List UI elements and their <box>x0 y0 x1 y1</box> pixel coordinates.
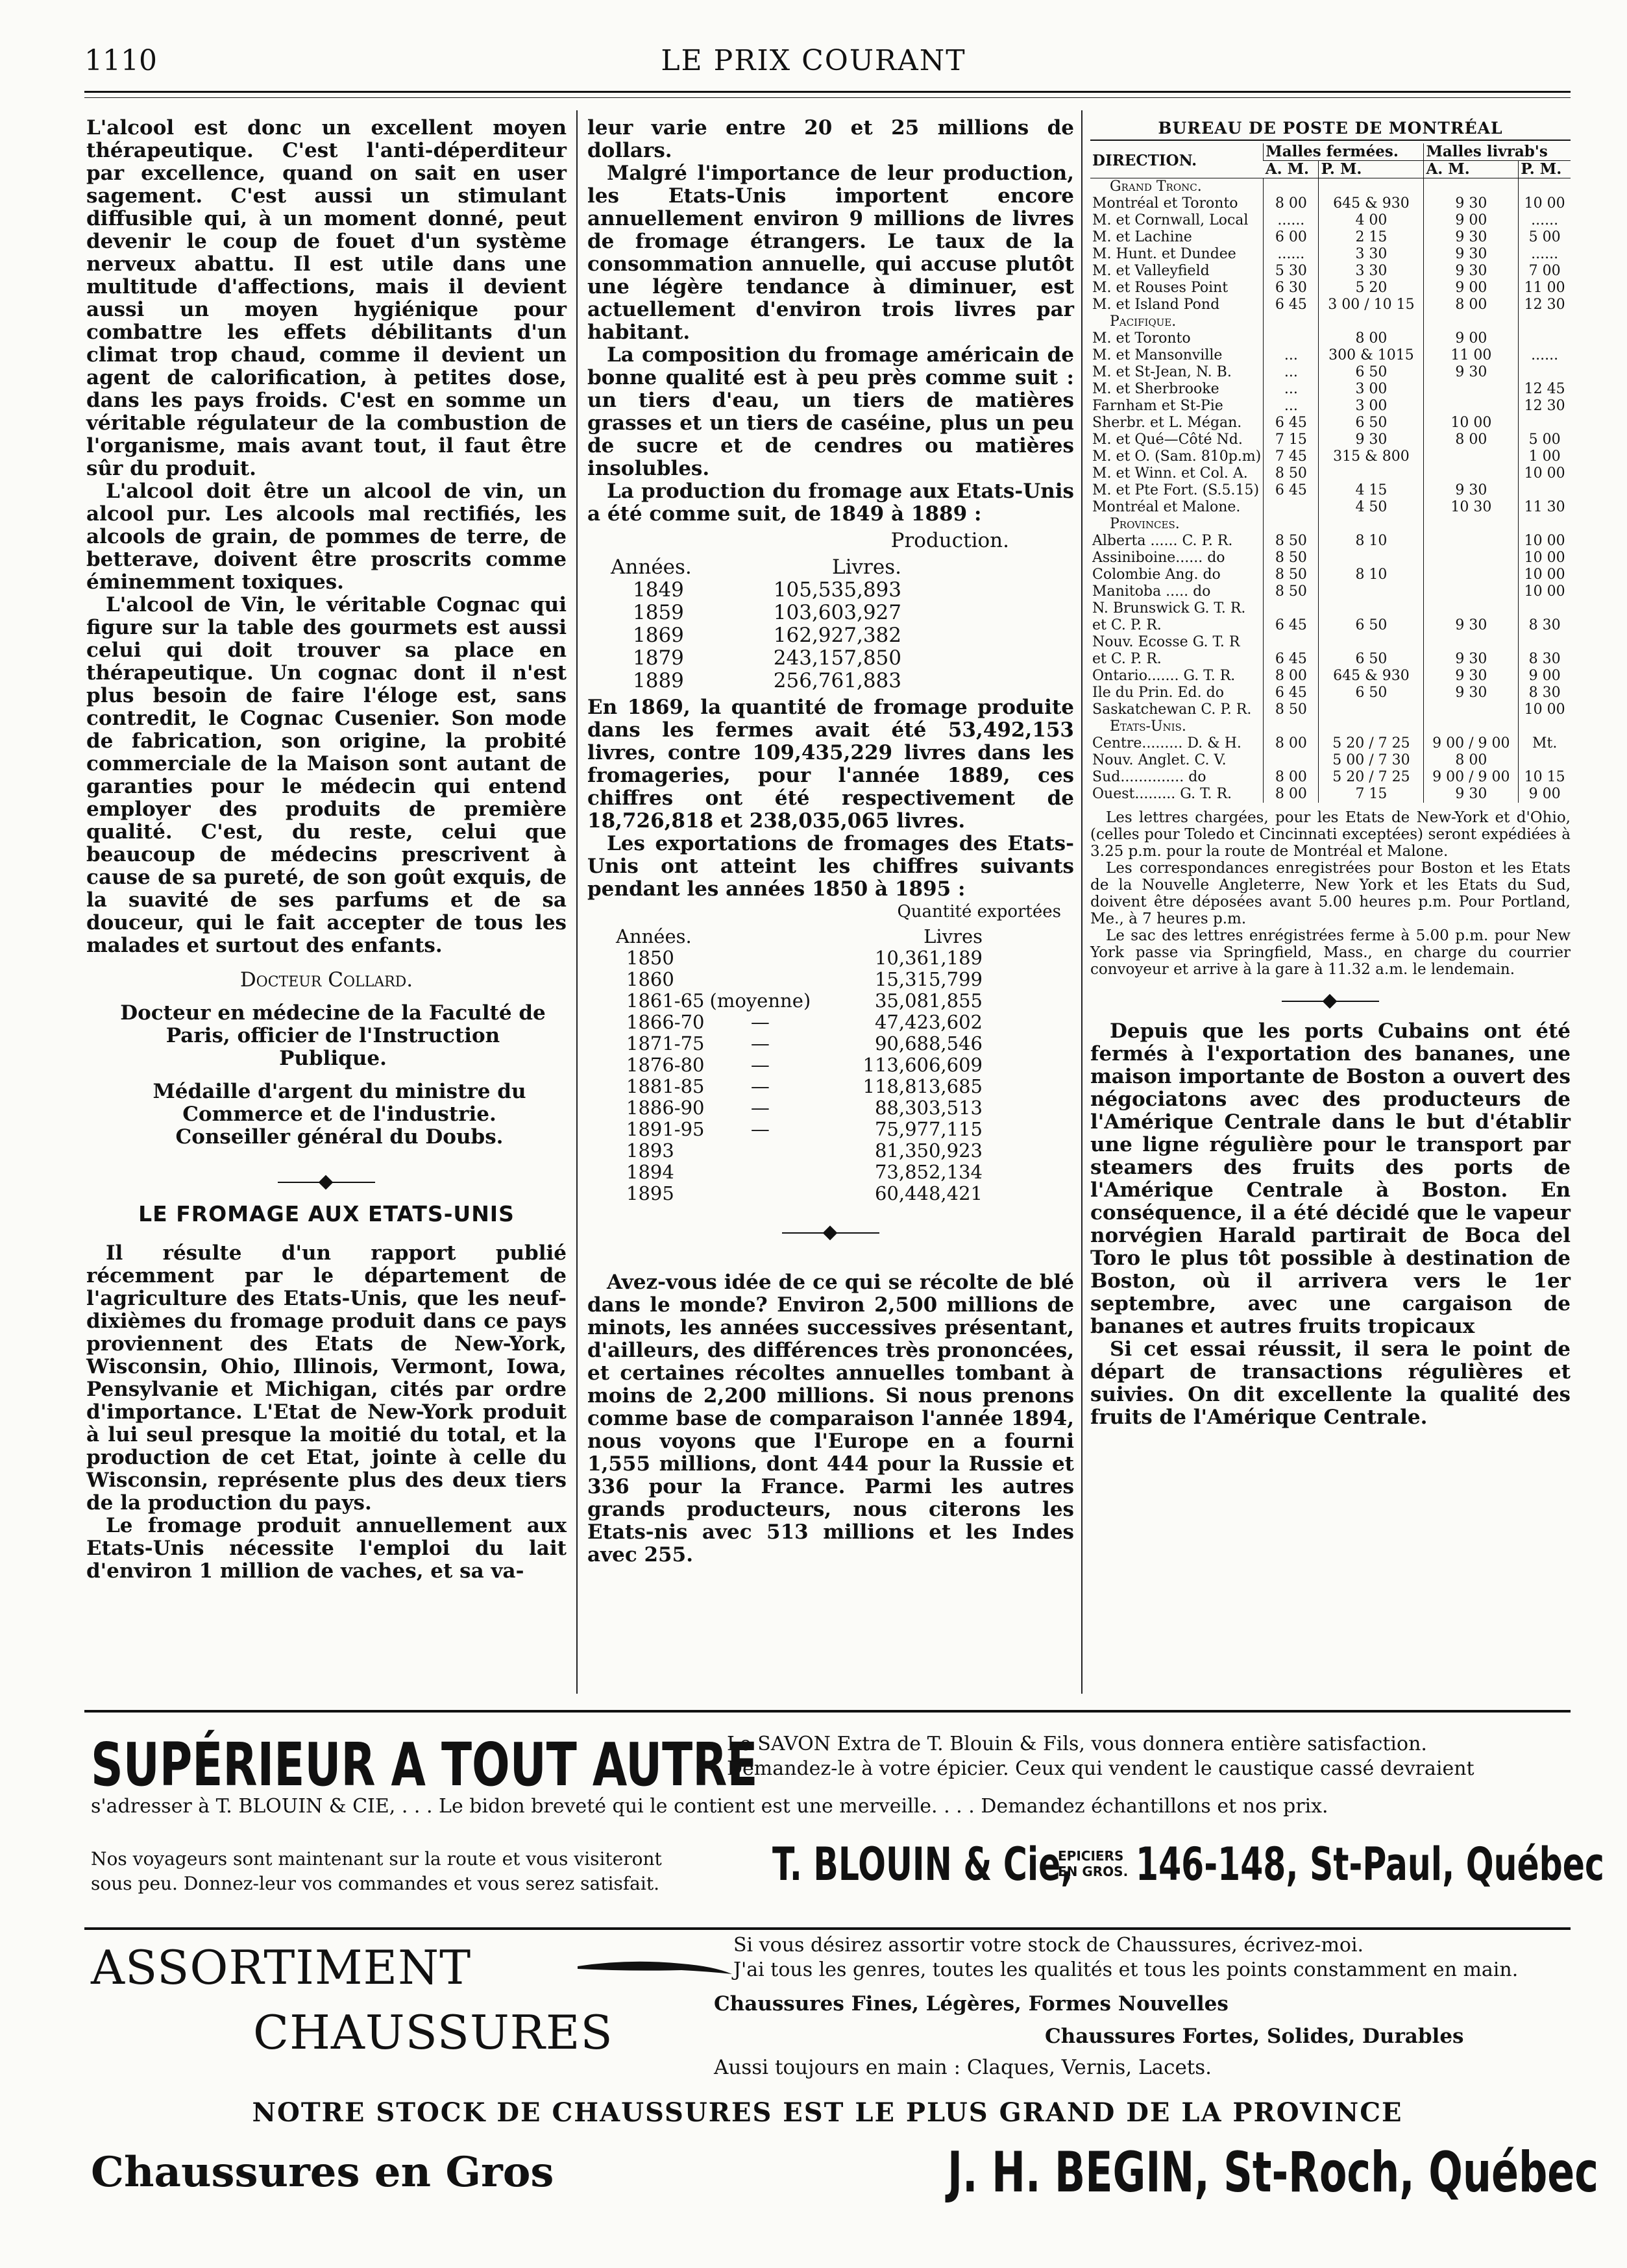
paragraph: En 1869, la quantité de fromage produite dans les fermes avait été 53,492,153 livres, contre 109,435,229 livres dans les fromageries, pour l'année 1889, ces chiffres ont été respectivement de 18,726,818 et 238,035,065 livres. <box>587 696 1074 833</box>
post-office-rows <box>1090 178 1571 803</box>
ad-headline: ASSORTIMENT <box>91 1940 472 1995</box>
table-row: Colombie Ang. do 8 50 8 10 10 00 <box>1090 567 1571 583</box>
ad-line: J'ai tous les genres, toutes les qualités et tous les points constamment en main. <box>733 1958 1519 1981</box>
signature: Docteur Collard. <box>239 968 413 992</box>
ornament-divider <box>86 1165 567 1188</box>
column-header: Malles livrab's <box>1424 143 1571 161</box>
note: Les correspondances enregistrées pour Boston et les Etats de la Nouvelle Angleterre, New York et les Etats du Sud, doivent être déposées avant 5.00 heures p.m. Pour Portland, Me., à 7 heures p.m. <box>1090 860 1571 927</box>
paragraph: Malgré l'importance de leur production, les Etats-Unis importent encore annuellement environ 9 millions de livres de fromage étrangers. Le taux de la consommation annuelle, qui accuse plutôt une légère tendance à diminuer, est actuellement d'environ trois livres par habitant. <box>587 162 1074 344</box>
paragraph: L'alcool doit être un alcool de vin, un alcool pur. Les alcools mal rectifiés, les alcools de grain, de pommes de terre, de betterave, doivent être proscrits comme éminemment toxiques. <box>86 480 567 594</box>
table-row: Ile du Prin. Ed. do 6 45 6 50 9 30 8 30 <box>1090 685 1571 701</box>
table-row: 1869 162,927,382 <box>633 624 901 647</box>
paragraph: Il résulte d'un rapport publié récemment par le département de l'agriculture des Etats-Unis, que les neuf-dixièmes du fromage produit dans ce pays proviennent des Etats de New-York, Wisconsin, Ohio, Illinois, Vermont, Iowa, Pensylvanie et Michigan, cités par ordre d'importance. L'Etat de New-York produit à lui seul presque la moitié du total, et la production de cet Etat, jointe à celle du Wisconsin, représente plus des deux tiers de la production du pays. <box>86 1241 567 1515</box>
table-row: M. et Qué—Côté Nd. 7 15 9 30 8 00 5 00 <box>1090 432 1571 448</box>
table-row: M. et Cornwall, Local ...... 4 00 9 00 ...... <box>1090 212 1571 229</box>
table-row: 1859 103,603,927 <box>633 601 901 624</box>
ad-line: Chaussures Fortes, Solides, Durables <box>1045 2025 1464 2048</box>
column-header: DIRECTION. <box>1090 143 1264 178</box>
article-heading: LE FROMAGE AUX ETATS-UNIS <box>138 1201 515 1226</box>
column-header: Livres <box>924 925 983 947</box>
page-number: 1110 <box>84 44 157 77</box>
table-group-row: Provinces. <box>1090 516 1571 533</box>
production-table <box>607 556 905 692</box>
table-row: M. Hunt. et Dundee ...... 3 30 9 30 ...... <box>1090 246 1571 263</box>
table-row: 1889 256,761,883 <box>633 669 901 692</box>
paragraph: leur varie entre 20 et 25 millions de dollars. <box>587 116 1074 162</box>
table-row: Assiniboine...... do 8 50 10 00 <box>1090 550 1571 567</box>
ornament-divider <box>587 1216 1074 1239</box>
pen-flourish-icon <box>578 1952 733 1984</box>
table-row: M. et O. (Sam. 810p.m) 7 45 315 & 800 1 00 <box>1090 448 1571 465</box>
table-row: N. Brunswick G. T. R. <box>1090 600 1571 617</box>
ad-line: Chaussures Fines, Légères, Formes Nouvelles <box>714 1992 1229 2016</box>
credentials: Conseiller général du Doubs. <box>175 1125 504 1149</box>
table-row: 1849 105,535,893 <box>633 578 901 602</box>
stock-banner: NOTRE STOCK DE CHAUSSURES EST LE PLUS GRAND DE LA PROVINCE <box>252 2097 1403 2128</box>
ad-headline: SUPÉRIEUR A TOUT AUTRE <box>91 1730 758 1799</box>
post-office-title: BUREAU DE POSTE DE MONTRÉAL <box>1090 117 1571 141</box>
table-row: Ouest......... G. T. R. 8 00 7 15 9 30 9 00 <box>1090 786 1571 803</box>
column-header: Années. <box>611 555 692 579</box>
ad-line: s'adresser à T. BLOUIN & CIE, . . . Le bidon breveté qui le contient est une merveille. . . . Demandez échantillons et nos prix. <box>91 1795 1328 1818</box>
table-row: Manitoba ..... do 8 50 10 00 <box>1090 583 1571 600</box>
table-row: 1891-95 — 75,977,115 <box>626 1118 983 1140</box>
post-office-notes <box>1090 809 1571 978</box>
header-rule <box>84 91 1571 93</box>
credentials: Médaille d'argent du ministre du Commerce et de l'industrie. <box>153 1080 526 1126</box>
section-rule <box>84 1710 1571 1713</box>
table-row: M. et St-Jean, N. B. ... 6 50 9 30 <box>1090 364 1571 381</box>
ad-line: Nos voyageurs sont maintenant sur la route et vous visiteront <box>91 1848 662 1870</box>
ad-headline: CHAUSSURES <box>253 2005 613 2060</box>
table-group-row: Etats-Unis. <box>1090 718 1571 735</box>
table-row: Ontario....... G. T. R. 8 00 645 & 930 9 30 9 00 <box>1090 668 1571 685</box>
column-header: A. M. <box>1424 161 1519 178</box>
ad-line: Si vous désirez assortir votre stock de Chaussures, écrivez-moi. <box>733 1934 1364 1957</box>
note: Le sac des lettres enrégistrées ferme à 5.00 p.m. pour New York passe via Springfield, Mass., en charge du courrier convoyeur et arrive à la gare à 11.32 a.m. le lendemain. <box>1090 927 1571 978</box>
credentials: Docteur en médecine de la Faculté de Paris, officier de l'Instruction Publique. <box>120 1001 546 1070</box>
table-row: Centre......... D. & H. 8 00 5 20 / 7 25 9 00 / 9 00 Mt. <box>1090 735 1571 752</box>
table-group-row: Pacifique. <box>1090 313 1571 330</box>
table-row: Montréal et Malone. 4 50 10 30 11 30 <box>1090 499 1571 516</box>
paragraph: Les exportations de fromages des Etats-Unis ont atteint les chiffres suivants pendant les années 1850 à 1895 : <box>587 832 1074 901</box>
exports-table <box>613 926 985 1204</box>
paragraph: Si cet essai réussit, il sera le point de départ de transactions régulières et suivies. On dit excellente la qualité des fruits de l'Amérique Centrale. <box>1090 1337 1571 1429</box>
shoes-advertisement <box>84 1934 1599 2258</box>
paragraph: La production du fromage aux Etats-Unis a été comme suit, de 1849 à 1889 : <box>587 480 1074 526</box>
table-row: M. et Toronto 8 00 9 00 <box>1090 330 1571 347</box>
paragraph: Le fromage produit annuellement aux Etats-Unis nécessite l'emploi du lait d'environ 1 million de vaches, et sa va- <box>86 1514 567 1583</box>
section-rule <box>84 1927 1571 1930</box>
table-row: M. et Pte Fort. (S.5.15) 6 45 4 15 9 30 <box>1090 482 1571 499</box>
soap-advertisement <box>84 1718 1604 1933</box>
column-header: A. M. <box>1264 161 1319 178</box>
paragraph: La composition du fromage américain de bonne qualité est à peu près comme suit : un tiers d'eau, un tiers de matières grasses et un tiers de caséine, plus un peu de sucre et de cendres ou matières insolubles. <box>587 343 1074 480</box>
table-row: Sud.............. do 8 00 5 20 / 7 25 9 00 / 9 00 10 15 <box>1090 769 1571 786</box>
table-row: Alberta ...... C. P. R. 8 50 8 10 10 00 <box>1090 533 1571 550</box>
column-divider <box>1081 110 1083 1694</box>
table-row: Montréal et Toronto 8 00 645 & 930 9 30 10 00 <box>1090 195 1571 212</box>
table-row: et C. P. R. 6 45 6 50 9 30 8 30 <box>1090 651 1571 668</box>
header-rule-thin <box>84 97 1571 98</box>
table-row: M. et Sherbrooke ... 3 00 12 45 <box>1090 381 1571 398</box>
ad-line: Aussi toujours en main : Claques, Vernis, Lacets. <box>714 2056 1212 2079</box>
table-row: Sherbr. et L. Mégan. 6 45 6 50 10 00 <box>1090 415 1571 432</box>
table-row: 1895 60,448,421 <box>626 1182 983 1204</box>
table-row: 1876-80 — 113,606,609 <box>626 1054 983 1076</box>
table-row: M. et Lachine 6 00 2 15 9 30 5 00 <box>1090 229 1571 246</box>
table-row: M. et Valleyfield 5 30 3 30 9 30 7 00 <box>1090 263 1571 280</box>
column-header: Années. <box>616 925 692 947</box>
ad-line: Le SAVON Extra de T. Blouin & Fils, vous donnera entière satisfaction. <box>727 1733 1427 1755</box>
production-label: Production. <box>890 529 1009 552</box>
column-header: P. M. <box>1319 161 1424 178</box>
ad-line: sous peu. Donnez-leur vos commandes et vous serez satisfait. <box>91 1873 659 1894</box>
table-row: M. et Mansonville ... 300 & 1015 11 00 ...... <box>1090 347 1571 364</box>
firm-name: T. BLOUIN & Cie, <box>772 1838 1073 1891</box>
table-row: Nouv. Anglet. C. V. 5 00 / 7 30 8 00 <box>1090 752 1571 769</box>
table-row: M. et Rouses Point 6 30 5 20 9 00 11 00 <box>1090 280 1571 297</box>
table-row: 1886-90 — 88,303,513 <box>626 1097 983 1119</box>
table-row: 1893 81,350,923 <box>626 1140 983 1162</box>
post-office-table <box>1090 143 1571 803</box>
firm-name: J. H. BEGIN, St-Roch, Québec <box>948 2140 1599 2205</box>
ad-line: Demandez-le à votre épicier. Ceux qui vendent le caustique cassé devraient <box>727 1757 1474 1780</box>
table-row: 1894 73,852,134 <box>626 1161 983 1183</box>
table-row: et C. P. R. 6 45 6 50 9 30 8 30 <box>1090 617 1571 634</box>
table-row: M. et Island Pond 6 45 3 00 / 10 15 8 00 12 30 <box>1090 297 1571 313</box>
table-row: 1871-75 — 90,688,546 <box>626 1032 983 1055</box>
ornament-divider <box>1090 984 1571 1007</box>
table-row: Nouv. Ecosse G. T. R <box>1090 634 1571 651</box>
table-row: Farnham et St-Pie ... 3 00 12 30 <box>1090 398 1571 415</box>
table-row: 1866-70 — 47,423,602 <box>626 1011 983 1033</box>
table-row: 1850 10,361,189 <box>626 947 983 969</box>
note: Les lettres chargées, pour les Etats de New-York et d'Ohio, (celles pour Toledo et Cincinnati exceptées) seront expédiées à 3.25 p.m. pour la route de Montréal et Malone. <box>1090 809 1571 860</box>
page-title: LE PRIX COURANT <box>661 44 966 77</box>
table-row: 1861-65 (moyenne) 35,081,855 <box>626 990 983 1012</box>
column-header: P. M. <box>1519 161 1571 178</box>
paragraph: Depuis que les ports Cubains ont été fermés à l'exportation des bananes, une maison importante de Boston a ouvert des négociatons avec des producteurs de l'Amérique Centrale dans le but d'établir une ligne régulière pour le transport par steamers des fruits des ports de l'Amérique Centrale à Boston. En conséquence, il a été décidé que le vapeur norvégien Harald partirait de Boca del Toro le plus tôt possible à destination de Boston, où il arrivera vers le 1er septembre, avec une cargaison de bananes et autres fruits tropicaux <box>1090 1019 1571 1338</box>
column-3 <box>1090 117 1571 1429</box>
firm-address: 146-148, St-Paul, Québec <box>1136 1838 1604 1891</box>
table-row: M. et Winn. et Col. A. 8 50 10 00 <box>1090 465 1571 482</box>
paragraph: L'alcool est donc un excellent moyen thérapeutique. C'est l'anti-déperditeur par excellence, quand on sait en user sagement. C'est aussi un stimulant diffusible qui, à un moment donné, peut devenir le coup de fouet d'un système nerveux abattu. Il est utile dans une multitude d'affections, mais il devient aussi un moyen hygiénique pour combattre les effets débilitants d'un climat trop chaud, comme il devient un agent de calorification, à petites dose, dans les pays froids. C'est en somme un véritable régulateur de la combustion de l'organisme, mais avant tout, il faut être sûr du produit. <box>86 116 567 480</box>
table-row: 1881-85 — 118,813,685 <box>626 1075 983 1097</box>
exports-label: Quantité exportées <box>897 902 1061 921</box>
wholesale-label: Chaussures en Gros <box>91 2148 554 2197</box>
column-header: Malles fermées. <box>1264 143 1424 161</box>
column-header: Livres. <box>832 555 901 579</box>
paragraph: Avez-vous idée de ce qui se récolte de blé dans le monde? Environ 2,500 millions de minots, les années successives présentant, d'ailleurs, des différences très prononcées, et certaines récoltes annuelles tombant à moins de 2,200 millions. Si nous prenons comme base de comparaison l'année 1894, nous voyons que l'Europe en a fourni 1,555 millions, dont 444 pour la Russie et 336 pour la France. Parmi les autres grands producteurs, nous citerons les Etats-nis avec 513 millions et les Indes avec 255. <box>587 1271 1074 1567</box>
column-2 <box>587 117 1074 1567</box>
epiciers-label: EPICIERS EN GROS. <box>1058 1848 1129 1879</box>
table-group-row: Grand Tronc. <box>1090 178 1571 196</box>
paragraph: L'alcool de Vin, le véritable Cognac qui figure sur la table des gourmets est aussi celui qui doit trouver sa place en thérapeutique. Un cognac dont il n'est plus besoin de faire l'éloge est, sans contredit, le Cognac Cusenier. Son mode de fabrication, son origine, la probité commerciale de la Maison sont autant de garanties pour le médecin qui entend employer des produits de première qualité. C'est, du reste, celui que beaucoup de médecins prescrivent à cause de sa pureté, de son goût exquis, de la suavité de ses parfums et de sa douceur, qui le fait accepter de tous les malades et surtout des enfants. <box>86 593 567 957</box>
table-row: 1879 243,157,850 <box>633 646 901 670</box>
column-1 <box>86 117 567 1583</box>
column-divider <box>576 110 578 1694</box>
table-row: 1860 15,315,799 <box>626 968 983 990</box>
table-row: Saskatchewan C. P. R. 8 50 10 00 <box>1090 701 1571 718</box>
